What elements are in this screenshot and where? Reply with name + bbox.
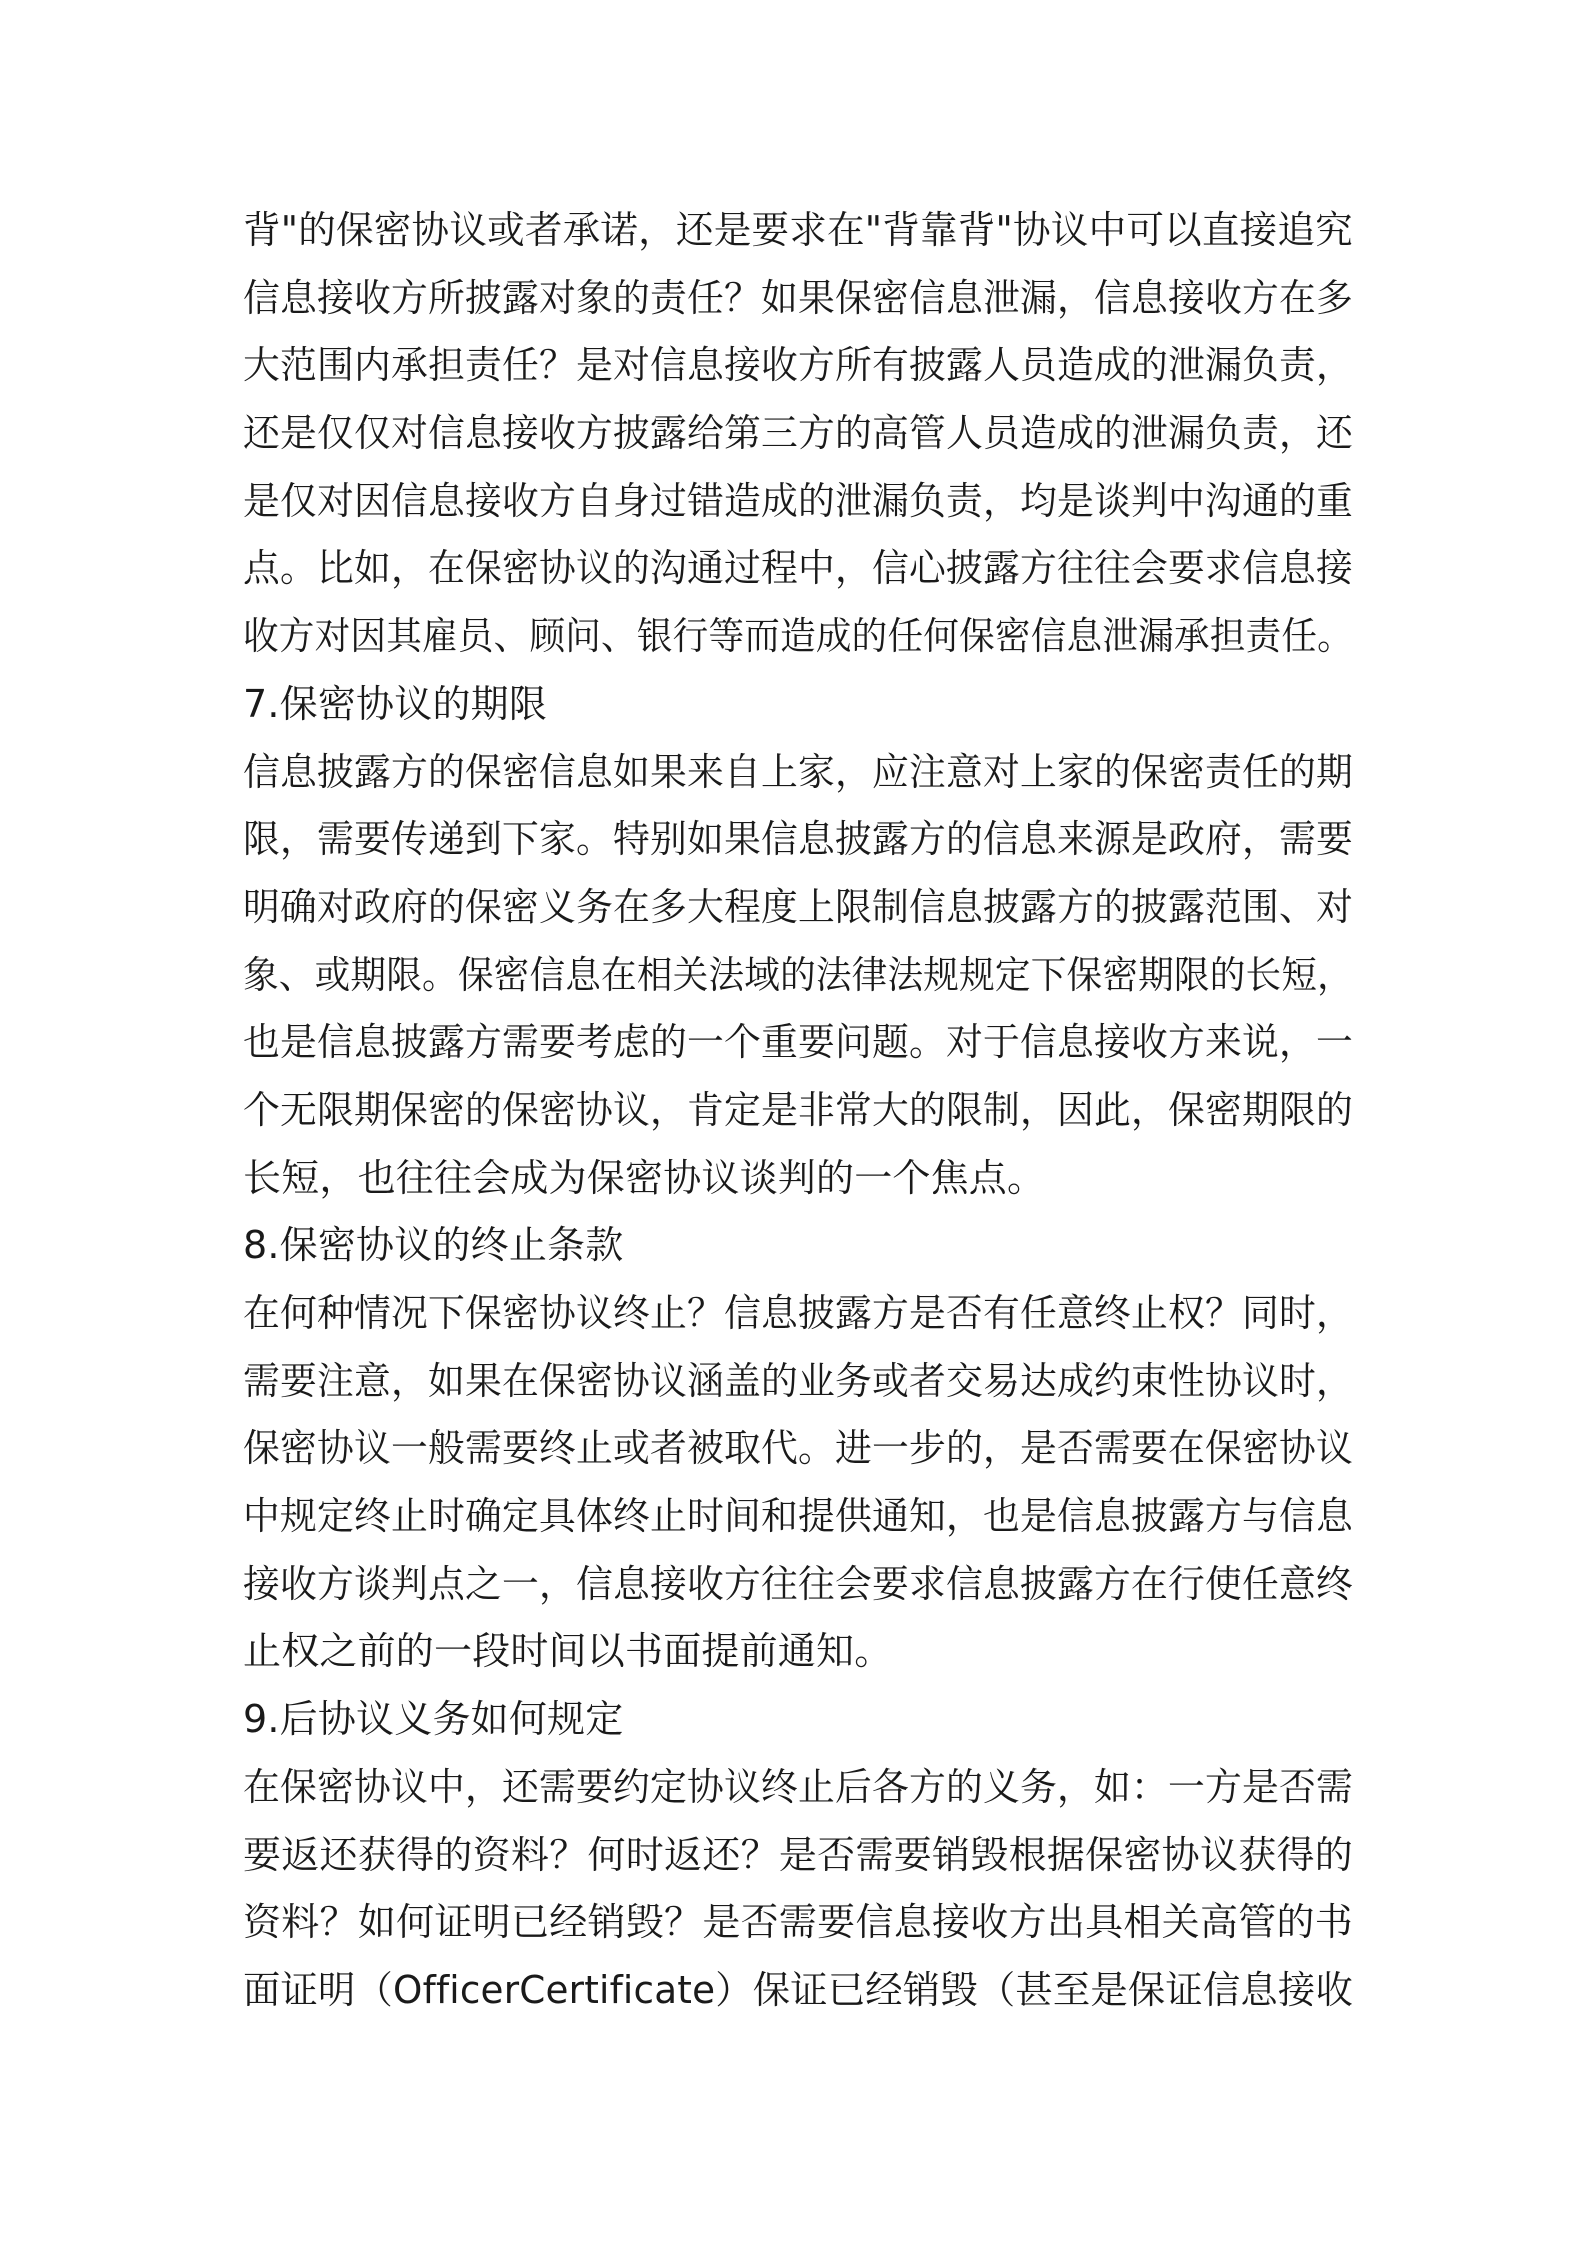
text-line: 要返还获得的资料？何时返还？是否需要销毁根据保密协议获得的: [243, 1832, 1353, 1877]
text-line: 长短，也往往会成为保密协议谈判的一个焦点。: [243, 1155, 1046, 1200]
text-line: 保密协议一般需要终止或者被取代。进一步的，是否需要在保密协议: [243, 1426, 1354, 1471]
text-line: 收方对因其雇员、顾问、银行等而造成的任何保密信息泄漏承担责任。: [243, 614, 1353, 659]
text-line: 中规定终止时确定具体终止时间和提供通知，也是信息披露方与信息: [243, 1494, 1354, 1539]
text-line: 还是仅仅对信息接收方披露给第三方的高管人员造成的泄漏负责，还: [243, 411, 1354, 456]
text-line: 也是信息披露方需要考虑的一个重要问题。对于信息接收方来说，一: [243, 1020, 1354, 1065]
text-line: 限，需要传递到下家。特别如果信息披露方的信息来源是政府，需要: [243, 817, 1354, 862]
section-heading-9: 9.后协议义务如何规定: [243, 1697, 624, 1742]
text-line: 象、或期限。保密信息在相关法域的法律法规规定下保密期限的长短，: [243, 952, 1353, 997]
text-line: 大范围内承担责任？是对信息接收方所有披露人员造成的泄漏负责，: [243, 343, 1354, 388]
text-line: 信息披露方的保密信息如果来自上家，应注意对上家的保密责任的期: [243, 749, 1354, 794]
text-line: 在保密协议中，还需要约定协议终止后各方的义务，如：一方是否需: [243, 1764, 1354, 1809]
text-line: 是仅对因信息接收方自身过错造成的泄漏负责，均是谈判中沟通的重: [243, 478, 1354, 523]
document-body: [243, 197, 1353, 2025]
text-line: 信息接收方所披露对象的责任？如果保密信息泄漏，信息接收方在多: [243, 275, 1354, 320]
text-line: 资料？如何证明已经销毁？是否需要信息接收方出具相关高管的书: [243, 1900, 1353, 1945]
text-line: 需要注意，如果在保密协议涵盖的业务或者交易达成约束性协议时，: [243, 1358, 1354, 1403]
text-line: 明确对政府的保密义务在多大程度上限制信息披露方的披露范围、对: [243, 884, 1354, 929]
text-line: 在何种情况下保密协议终止？信息披露方是否有任意终止权？同时，: [243, 1291, 1354, 1335]
text-line: 面证明（OfficerCertificate）保证已经销毁（甚至是保证信息接收: [243, 1967, 1353, 2012]
section-heading-7: 7.保密协议的期限: [243, 681, 548, 726]
text-line: 点。比如，在保密协议的沟通过程中，信心披露方往往会要求信息接: [243, 546, 1354, 591]
section-heading-8: 8.保密协议的终止条款: [243, 1223, 624, 1268]
text-line: 止权之前的一段时间以书面提前通知。: [243, 1629, 893, 1674]
text-line: 背"的保密协议或者承诺，还是要求在"背靠背"协议中可以直接追究: [243, 208, 1353, 252]
text-line: 接收方谈判点之一，信息接收方往往会要求信息披露方在行使任意终: [243, 1561, 1354, 1606]
text-line: 个无限期保密的保密协议，肯定是非常大的限制，因此，保密期限的: [243, 1087, 1354, 1132]
